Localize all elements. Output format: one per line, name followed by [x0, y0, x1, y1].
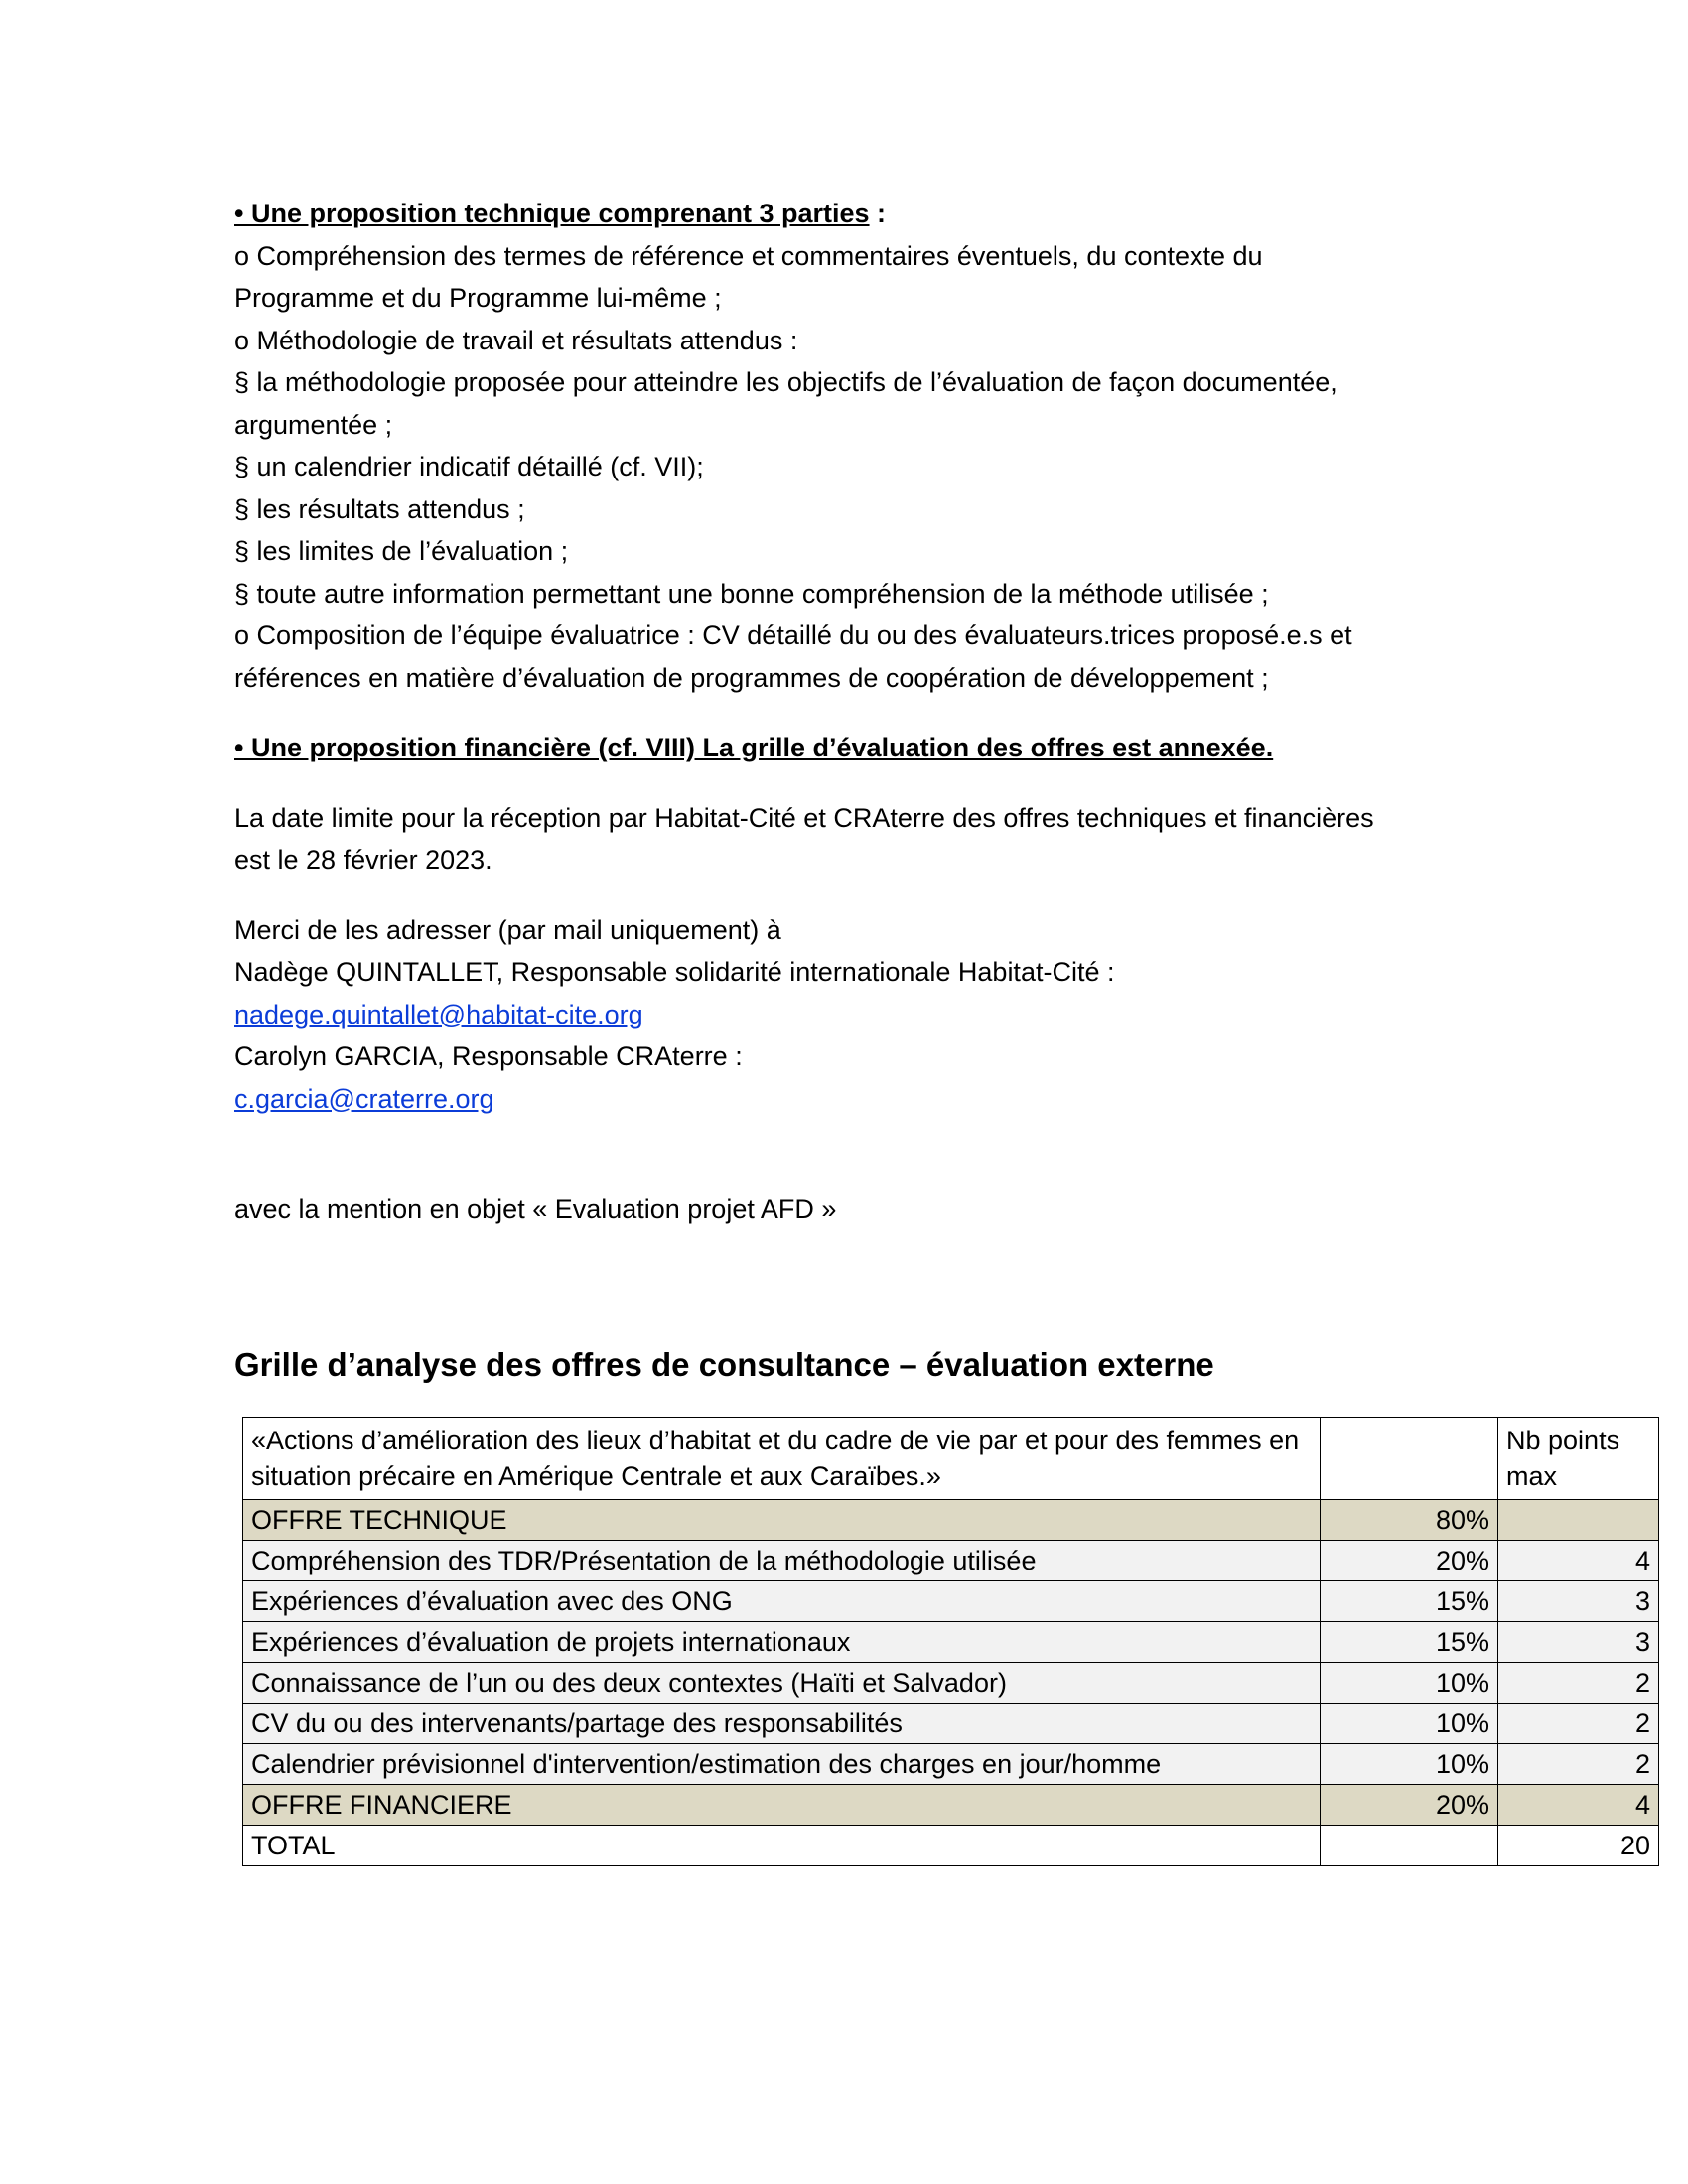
row-points: 2 [1498, 1663, 1659, 1704]
row-points: 3 [1498, 1622, 1659, 1663]
deadline-line-1: La date limite pour la réception par Habitat-Cité et CRAterre des offres techniques et financières [234, 802, 1374, 833]
contacts-intro: Merci de les adresser (par mail uniquement) à [234, 914, 781, 945]
contact-email-1-link[interactable]: nadege.quintallet@habitat-cite.org [234, 999, 643, 1029]
technical-line-3: o Méthodologie de travail et résultats attendus : [234, 325, 798, 355]
row-label: OFFRE FINANCIERE [243, 1785, 1321, 1826]
table-row [243, 1622, 1659, 1663]
table-row [243, 1581, 1659, 1622]
row-points: 3 [1498, 1581, 1659, 1622]
spacer [234, 1120, 1644, 1188]
row-weight: 20% [1321, 1541, 1498, 1581]
technical-offer-title-suffix: : [869, 199, 887, 228]
table-row [243, 1541, 1659, 1581]
table-row-total [243, 1826, 1659, 1866]
row-label: Calendrier prévisionnel d'intervention/estimation des charges en jour/homme [243, 1744, 1321, 1785]
row-label: TOTAL [243, 1826, 1321, 1866]
technical-line-8: § les limites de l’évaluation ; [234, 536, 569, 566]
row-weight [1321, 1826, 1498, 1866]
row-weight: 20% [1321, 1785, 1498, 1826]
row-points [1498, 1500, 1659, 1541]
technical-line-5: argumentée ; [234, 409, 393, 440]
contact-email-1-line [234, 994, 1644, 1036]
technical-line-9: § toute autre information permettant une bonne compréhension de la méthode utilisée ; [234, 578, 1269, 609]
subject-line: avec la mention en objet « Evaluation projet AFD » [234, 1194, 837, 1224]
deadline-line-2: est le 28 février 2023. [234, 845, 492, 875]
row-points: 2 [1498, 1704, 1659, 1744]
row-points: 2 [1498, 1744, 1659, 1785]
spacer [234, 882, 1644, 909]
table-row [243, 1785, 1659, 1826]
grid-heading: Grille d’analyse des offres de consultance – évaluation externe [234, 1345, 1214, 1383]
contact-person-2: Carolyn GARCIA, Responsable CRAterre : [234, 1041, 743, 1071]
header-weight-cell [1321, 1418, 1498, 1500]
technical-line-6: § un calendrier indicatif détaillé (cf. VII); [234, 452, 704, 481]
technical-line-11: références en matière d’évaluation de programmes de coopération de développement ; [234, 662, 1269, 693]
table-header-row [243, 1418, 1659, 1500]
table-row [243, 1500, 1659, 1541]
row-label: OFFRE TECHNIQUE [243, 1500, 1321, 1541]
row-points: 4 [1498, 1785, 1659, 1826]
row-label: Compréhension des TDR/Présentation de la méthodologie utilisée [243, 1541, 1321, 1581]
technical-line-4: § la méthodologie proposée pour atteindre les objectifs de l’évaluation de façon documentée, [234, 367, 1337, 397]
row-label: Expériences d’évaluation avec des ONG [243, 1581, 1321, 1622]
contact-email-2-link[interactable]: c.garcia@craterre.org [234, 1083, 494, 1114]
table-row [243, 1663, 1659, 1704]
row-weight: 10% [1321, 1704, 1498, 1744]
row-label: Connaissance de l’un ou des deux contextes (Haïti et Salvador) [243, 1663, 1321, 1704]
header-points-cell: Nb points max [1498, 1418, 1659, 1500]
technical-line-1: o Compréhension des termes de référence et commentaires éventuels, du contexte du [234, 240, 1263, 271]
table-row [243, 1704, 1659, 1744]
contact-person-1: Nadège QUINTALLET, Responsable solidarité internationale Habitat-Cité : [234, 957, 1115, 987]
technical-line-10: o Composition de l’équipe évaluatrice : CV détaillé du ou des évaluateurs.trices proposé.e.s et [234, 620, 1352, 650]
technical-offer-title [234, 193, 1644, 235]
spacer [234, 699, 1644, 727]
technical-offer-title-text: • Une proposition technique comprenant 3 parties [234, 199, 870, 228]
technical-line-7: § les résultats attendus ; [234, 493, 525, 524]
row-weight: 80% [1321, 1500, 1498, 1541]
table-row [243, 1744, 1659, 1785]
header-project-cell: «Actions d’amélioration des lieux d’habitat et du cadre de vie par et pour des femmes en situation précaire en Amérique Centrale et aux Caraïbes.» [243, 1418, 1321, 1500]
row-points: 4 [1498, 1541, 1659, 1581]
spacer [234, 769, 1644, 797]
financial-offer-title-text: • Une proposition financière (cf. VIII) La grille d’évaluation des offres est annexée. [234, 733, 1274, 762]
row-label: Expériences d’évaluation de projets internationaux [243, 1622, 1321, 1663]
row-label: CV du ou des intervenants/partage des responsabilités [243, 1704, 1321, 1744]
row-points: 20 [1498, 1826, 1659, 1866]
document-page [234, 193, 1644, 1387]
spacer [234, 1231, 1644, 1343]
contact-email-2-line [234, 1078, 1644, 1121]
financial-offer-title [234, 727, 1644, 769]
row-weight: 15% [1321, 1622, 1498, 1663]
row-weight: 10% [1321, 1744, 1498, 1785]
technical-line-2: Programme et du Programme lui-même ; [234, 283, 722, 313]
evaluation-grid-table [242, 1417, 1659, 1866]
row-weight: 10% [1321, 1663, 1498, 1704]
row-weight: 15% [1321, 1581, 1498, 1622]
